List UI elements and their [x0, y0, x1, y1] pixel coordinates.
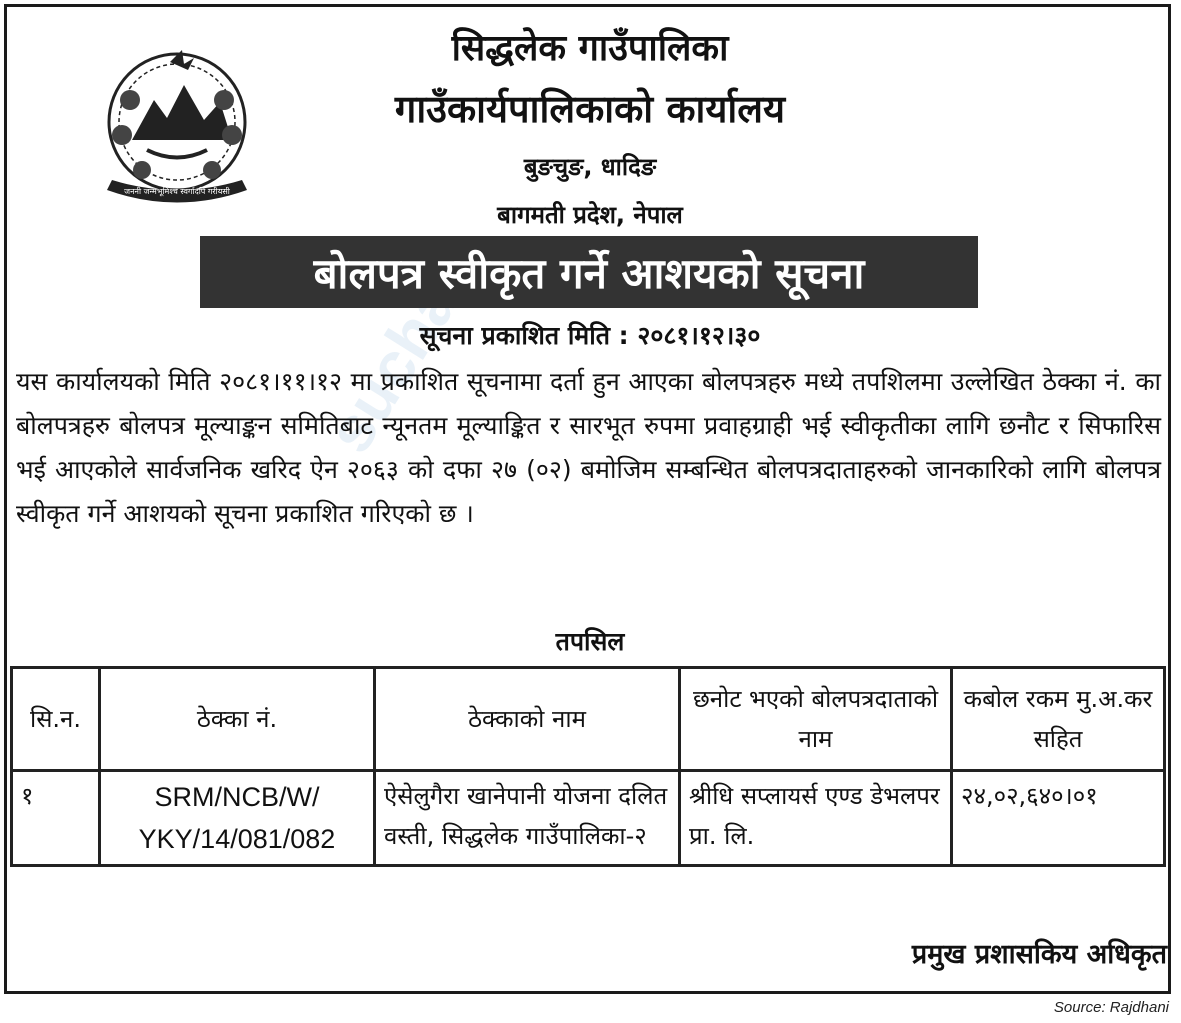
municipality-name: सिद्धलेक गाउँपालिका — [451, 28, 729, 69]
contract-table — [10, 666, 1166, 867]
cell-bid-amount: २४,०२,६४०।०१ — [952, 771, 1165, 866]
header-bid-amount: कबोल रकम मु.अ.कर सहित — [952, 668, 1165, 771]
office-name: गाउँकार्यपालिकाको कार्यालय — [394, 87, 786, 131]
header-contract-no: ठेक्का नं. — [100, 668, 375, 771]
nepal-emblem-icon — [92, 40, 262, 205]
header-sn: सि.न. — [12, 668, 100, 771]
table-caption: तपसिल — [555, 627, 625, 656]
header-contract-name: ठेक्काको नाम — [375, 668, 680, 771]
cell-sn: १ — [12, 771, 100, 866]
watermark: sucha — [312, 269, 473, 465]
notice-title: बोलपत्र स्वीकृत गर्ने आशयको सूचना — [200, 236, 978, 308]
table-header-row — [12, 668, 1165, 771]
table-row — [12, 771, 1165, 866]
cell-contract-name: ऐसेलुगैरा खानेपानी योजना दलित वस्ती, सिद्धलेक गाउँपालिका-२ — [375, 771, 680, 866]
publish-date: सूचना प्रकाशित मिति : २०८१।१२।३० — [419, 321, 761, 350]
source-credit: Source: Rajdhani — [1053, 999, 1169, 1016]
cell-bidder-name: श्रीधि सप्लायर्स एण्ड डेभलपर प्रा. लि. — [680, 771, 952, 866]
emblem-motto: जननी जन्मभूमिश्च स्वर्गादपि गरीयसी — [124, 187, 230, 196]
cell-contract-no: SRM/NCB/W/ YKY/14/081/082 — [100, 771, 375, 866]
province-country: बागमती प्रदेश, नेपाल — [497, 201, 683, 229]
notice-body: यस कार्यालयको मिति २०८१।११।१२ मा प्रकाशित सूचनामा दर्ता हुन आएका बोलपत्रहरु मध्ये तपशिलमा उल्लेखित ठेक्का नं. का बोलपत्रहरु बोलपत्र मूल्याङ्कन समितिबाट न्यूनतम मूल्याङ्कित र सारभूत रुपमा प्रवाहग्राही भई स्वीकृतीका लागि छनौट र सिफारिस भई आएकोले सार्वजनिक खरिद ऐन २०६३ को दफा २७ (०२) बमोजिम सम्बन्धित बोलपत्रदाताहरुको जानकारिको लागि बोलपत्र स्वीकृत गर्ने आशयको सूचना प्रकाशित गरिएको छ । — [16, 367, 1161, 528]
header-bidder-name: छनोट भएको बोलपत्रदाताको नाम — [680, 668, 952, 771]
office-location: बुङचुङ, धादिङ — [523, 153, 657, 181]
signatory-title: प्रमुख प्रशासकिय अधिकृत — [911, 939, 1167, 970]
